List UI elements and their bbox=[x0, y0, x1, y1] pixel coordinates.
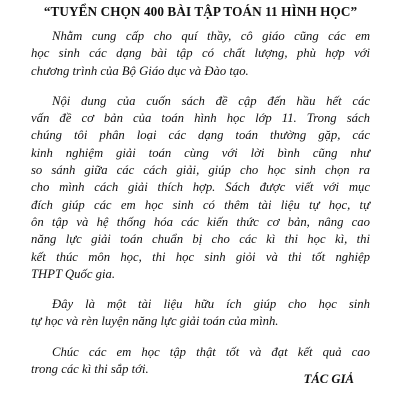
text-line: năng lực giải toán chuẩn bị cho các kì thi học kì, thi bbox=[31, 232, 370, 247]
text-line: học sinh các dạng bài tập có chất lượng, phù hợp với bbox=[31, 46, 370, 61]
text-line: ôn tập và hệ thống hóa các kiến thức cơ bản, nâng cao bbox=[31, 214, 370, 229]
text-line: Nội dung của cuốn sách đề cập đến hầu hết các bbox=[52, 93, 370, 108]
text-line: vấn đề cơ bản của toán hình học lớp 11. Trong sách bbox=[31, 111, 370, 126]
text-line: trong các kì thi sắp tới. bbox=[31, 362, 149, 377]
paragraph-usefulness bbox=[31, 296, 370, 331]
document-title: “TUYỂN CHỌN 400 BÀI TẬP TOÁN 11 HÌNH HỌC” bbox=[43, 4, 358, 19]
text-line: Đây là một tài liệu hữu ích giúp cho học sinh bbox=[52, 297, 370, 312]
text-line: Chúc các em học tập thật tốt và đạt kết quả cao bbox=[52, 344, 370, 359]
text-line: tự học và rèn luyện năng lực giải toán của mình. bbox=[31, 314, 279, 329]
text-line: kết thúc môn học, thi học sinh giỏi và thi tốt nghiệp bbox=[31, 249, 370, 264]
text-line: chương trình của Bộ Giáo dục và Đào tạo. bbox=[31, 63, 249, 78]
paragraph-intro bbox=[31, 28, 370, 80]
text-line: Nhằm cung cấp cho quí thầy, cô giáo cũng các em bbox=[52, 29, 370, 43]
paragraph-content bbox=[31, 93, 370, 283]
text-line: đích giúp các em học sinh có thêm tài liệu tự học, tự bbox=[31, 197, 370, 212]
text-line: THPT Quốc gia. bbox=[31, 266, 116, 281]
text-line: chúng tôi phân loại các dạng toán thường gặp, các bbox=[31, 128, 370, 143]
text-line: so sánh giữa các cách giải, giúp cho học sinh chọn ra bbox=[31, 163, 370, 178]
author-signature: TÁC GIẢ bbox=[303, 372, 354, 386]
text-line: kinh nghiệm giải toán cùng với lời bình cũng như bbox=[31, 145, 370, 160]
text-line: cho mình cách giải thích hợp. Sách được viết với mục bbox=[31, 180, 370, 195]
